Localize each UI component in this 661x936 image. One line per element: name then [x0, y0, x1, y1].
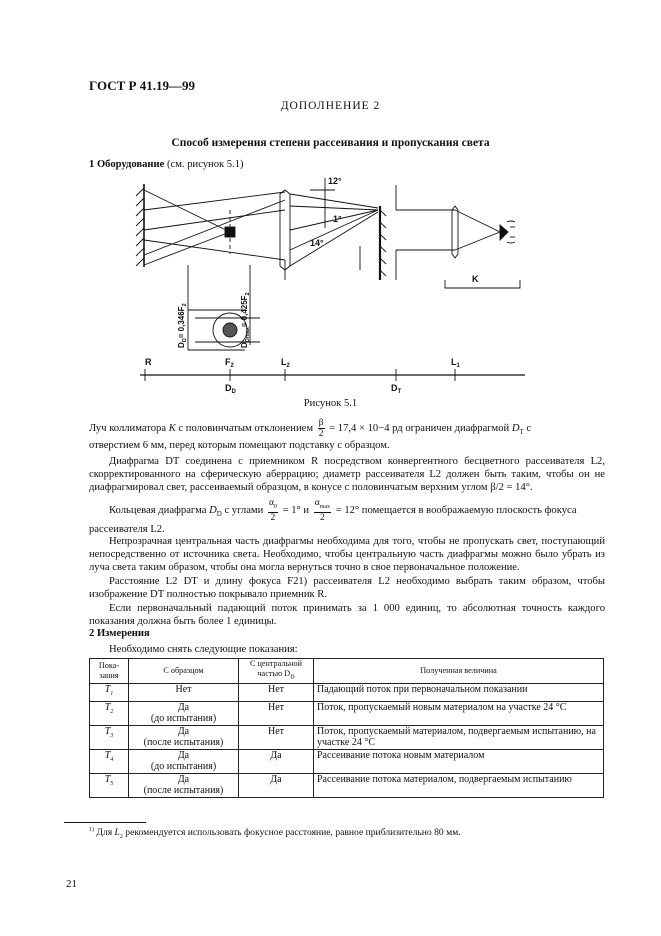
paragraph-6: Если первоначальный падающий поток принимать за 1 000 единиц, то абсолютная точность каждого показания должна быть более 1 единицы.: [89, 603, 605, 628]
label-k: K: [472, 274, 479, 284]
dd-inner-stop: [223, 323, 237, 337]
standard-header: ГОСТ Р 41.19—99: [89, 78, 195, 93]
figure-caption: Рисунок 5.1: [303, 398, 358, 409]
p1-text-a: Луч коллиматора: [89, 422, 169, 434]
p1-fraction: $\frac{\beta}{2}$: [318, 418, 324, 439]
row-code: $T_1$: [90, 684, 129, 702]
equipment-heading: 1 Оборудование: [89, 159, 165, 170]
col-header-reading: Пока- зания: [90, 659, 129, 684]
axis-label-f2: $F_2$: [225, 357, 234, 369]
row-value: Падающий поток при первоначальном показании: [314, 684, 604, 702]
p1-line2: отверстием 6 мм, перед которым помещают подставку с образцом.: [89, 440, 390, 452]
col-header-center: С центральной частью $D_D$: [239, 659, 314, 684]
label-dd-formula: $D_D= 0,346F_2$: [177, 303, 188, 348]
footnote-l: L: [114, 827, 120, 839]
row-value: Поток, пропускаемый материалом, подвергаемым испытанию, на участке 24 °С: [314, 725, 604, 749]
p1-text-b: с половинчатым отклонением: [175, 422, 314, 434]
table-row: [90, 684, 604, 702]
receiver-hatch: [136, 188, 144, 266]
row-center: Да: [239, 749, 314, 773]
label-angle12: 12°: [328, 176, 342, 186]
table-header-row: [90, 659, 604, 684]
table-row: [90, 725, 604, 749]
col-header-value: Полученная величина: [314, 659, 604, 684]
axis-label-dd: $D_D$: [225, 383, 236, 395]
table-row: [90, 749, 604, 773]
p3-dd-sub: D: [216, 510, 222, 518]
row-value: Рассеивание потока новым материалом: [314, 749, 604, 773]
axis-label-l1: $L_1$: [451, 357, 460, 369]
p1-dt-sub: T: [519, 428, 524, 437]
p1-text-c: = 17,4 × 10−4 рд ограничен диафрагмой: [329, 422, 512, 434]
footnote-rule: [64, 822, 146, 823]
row-center: Нет: [239, 725, 314, 749]
row-center: Нет: [239, 684, 314, 702]
p3-text-b: с углами: [221, 504, 264, 516]
measurements-table: [89, 658, 604, 798]
row-sample: Да (до испытания): [129, 701, 239, 725]
footnote-mark: 1): [89, 827, 94, 833]
p1-dt: D: [511, 422, 520, 434]
col-header-sample: С образцом: [129, 659, 239, 684]
paragraph-2: Диафрагма DT соединена с приемником R посредством конвергентного бесцветного рассеивателя L2, скорректированного на сферическую аберрацию; диаметр рассеивателя L2 должен быть таким, чтобы он не диафрагмировал свет, рассеиваемый образцом, в конусе с половинчатым верхним углом β/2 = 14°.: [89, 456, 605, 494]
paragraph-5: Расстояние L2 DT и длину фокуса F21) рассеивателя L2 необходимо выбрать таким образом, чтобы изображение DT полностью покрывало приемник R.: [89, 576, 605, 601]
paragraph-3: [89, 498, 605, 536]
paragraph-4: Непрозрачная центральная часть диафрагмы необходима для того, чтобы не пропускать свет, поступающий непосредственно от источника света. Необходимо, чтобы центральную часть диафрагмы можно было убрать из луча света таким образом, чтобы она могла вернуться точно в свое первоначальное положение.: [89, 536, 605, 574]
footnote-text-a: Для: [94, 827, 115, 839]
table-row: [90, 773, 604, 797]
row-sample: Да (до испытания): [129, 749, 239, 773]
label-angle14: 14°: [310, 238, 324, 248]
p3-text-d: = 12° помещается в воображаемую плоскость фокуса: [335, 504, 577, 516]
collimator-bracket: [445, 280, 520, 288]
row-code: $T_3$: [90, 725, 129, 749]
equipment-ref: (см. рисунок 5.1): [164, 159, 244, 170]
axis-label-r: R: [145, 357, 152, 367]
p3-line2: рассеивателя L2.: [89, 523, 165, 535]
measurements-intro: Необходимо снять следующие показания:: [109, 644, 298, 655]
row-center: Да: [239, 773, 314, 797]
p1-k: K: [168, 422, 176, 434]
row-sample: Нет: [129, 684, 239, 702]
axis-label-dt: $D_T$: [391, 383, 402, 395]
row-sample: Да (после испытания): [129, 773, 239, 797]
p3-fraction-1: $\frac{\alpha_0}{2}$: [268, 498, 277, 523]
page-number: 21: [66, 878, 77, 890]
section-title: Способ измерения степени рассеивания и пропускания света: [171, 137, 490, 149]
light-source: [500, 225, 508, 240]
row-code: $T_2$: [90, 701, 129, 725]
footnote-text-b: рекомендуется использовать фокусное расстояние, равное приблизительно 80 мм.: [122, 827, 461, 839]
row-code: $T_4$: [90, 749, 129, 773]
figure-5-1-diagram: [100, 170, 550, 395]
footnote-l-sub: 2: [119, 834, 123, 841]
measurements-heading: 2 Измерения: [89, 628, 150, 639]
label-angle1: 1°: [333, 214, 342, 224]
p3-text-a: Кольцевая диафрагма: [109, 504, 210, 516]
table-row: [90, 701, 604, 725]
footnote: [89, 827, 461, 840]
axis-label-l2: $L_2$: [281, 357, 290, 369]
p3-fraction-2: $\frac{\alpha_{max}}{2}$: [314, 498, 331, 523]
paragraph-1: [89, 418, 605, 452]
p1-text-d: с: [523, 422, 532, 434]
p3-dd: D: [209, 504, 217, 516]
lens-l2: [280, 190, 290, 270]
row-code: $T_5$: [90, 773, 129, 797]
dd-center-stop: [225, 227, 235, 237]
label-dmax-formula: $D_{Dmax}= 0,425F_2$: [240, 292, 251, 348]
p3-text-c: = 1° и: [282, 504, 310, 516]
row-center: Нет: [239, 701, 314, 725]
supplement-title: ДОПОЛНЕНИЕ 2: [280, 100, 381, 112]
row-value: Поток, пропускаемый новым материалом на участке 24 °С: [314, 701, 604, 725]
row-sample: Да (после испытания): [129, 725, 239, 749]
row-value: Рассеивание потока материалом, подвергаемым испытанию: [314, 773, 604, 797]
